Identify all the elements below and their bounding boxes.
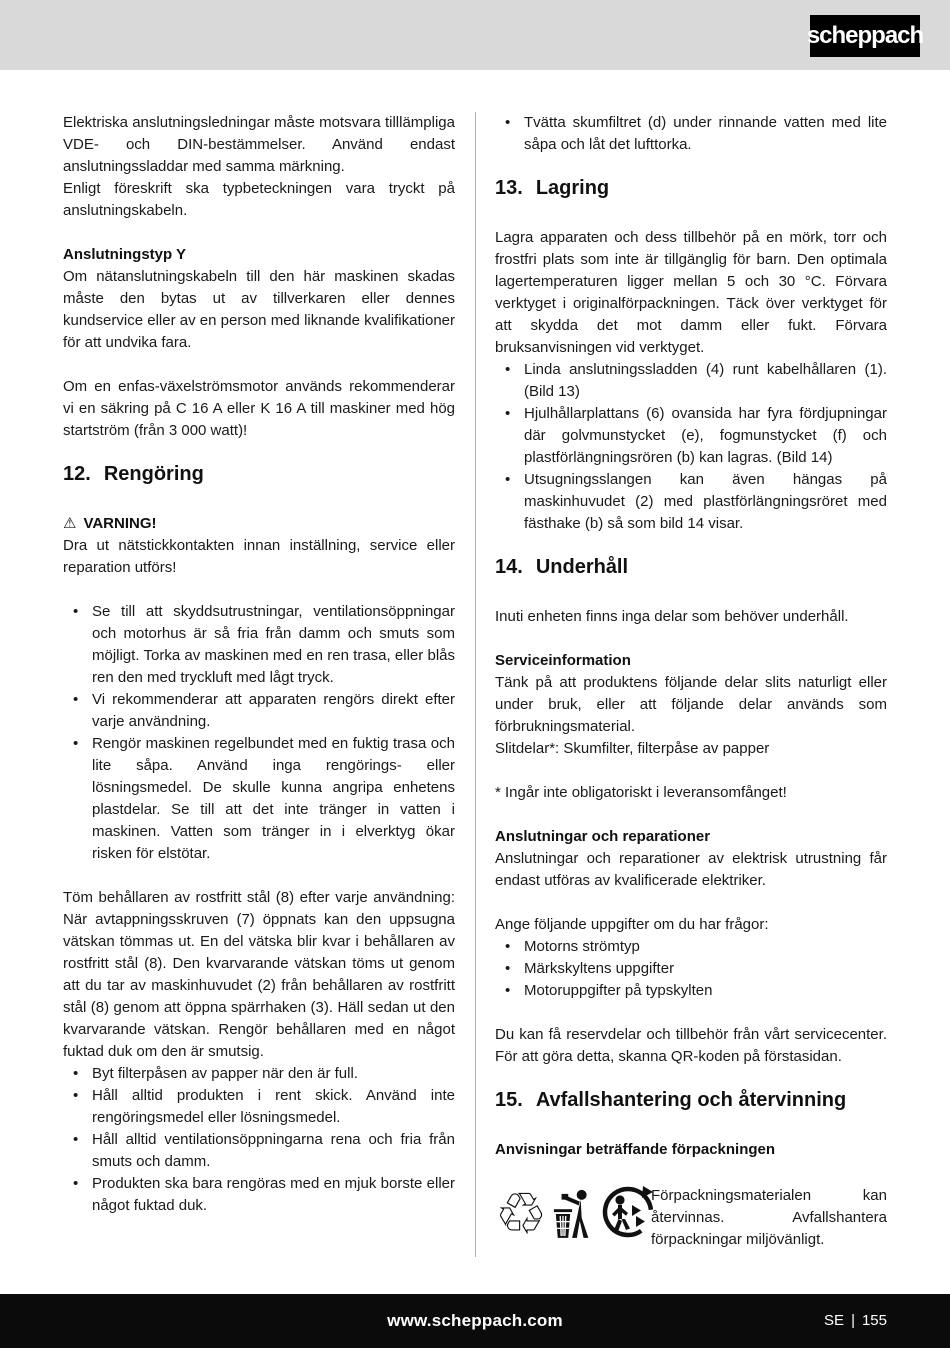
column-divider (475, 112, 476, 1257)
section-title: Rengöring (103, 463, 204, 485)
recycling-symbol-icon: ♲ (495, 1180, 547, 1248)
bullet-item: • Märkskyltens uppgifter (495, 958, 887, 980)
bullet-item: • Håll alltid ventilationsöppningarna rena och fria från smuts och damm. (63, 1129, 455, 1173)
page-header (0, 0, 950, 70)
footer-page-no: 155 (861, 1312, 887, 1329)
paragraph: Du kan få reservdelar och tillbehör från vårt servicecenter. För att göra detta, skanna QR-koden på förstasidan. (495, 1026, 887, 1065)
footer-page-number (824, 1294, 887, 1348)
bullet-list (63, 1063, 455, 1217)
footer-country-code: SE (824, 1312, 845, 1329)
section-heading (495, 1088, 887, 1113)
section-title: Underhåll (535, 556, 629, 578)
sub-heading: Anslutningar och reparationer (495, 828, 711, 845)
triman-icon (601, 1185, 655, 1239)
section-heading (63, 462, 455, 487)
bullet-item: • Utsugningsslangen kan även hängas på maskinhuvudet (2) med plastförlängningsröret med fästhake (b) så som bild 14 visar. (495, 469, 887, 535)
bullet-item: • Vi rekommenderar att apparaten rengörs direkt efter varje användning. (63, 689, 455, 733)
sub-heading: ⚠ VARNING! (63, 515, 157, 532)
paragraph: Tänk på att produktens följande delar slits naturligt eller under bruk, eller att följande delar används som förbrukningsmaterial. (495, 674, 887, 735)
footer-separator: | (851, 1312, 855, 1329)
section-number: 12. (63, 463, 91, 485)
packaging-note (495, 1180, 887, 1251)
bullet-item: • Rengör maskinen regelbundet med en fuktig trasa och lite såpa. Använd inga rengörings- eller lösningsmedel. De skulle kunna angripa enhetens plastdelar. Se till att det inte tränger in vatten i maskinen. Vatten som tränger in i elverktyg ökar risken för elstötar. (63, 733, 455, 865)
scheppach-logo (806, 15, 924, 57)
paragraph: Enligt föreskrift ska typbeteckningen vara tryckt på anslutningskabeln. (63, 180, 455, 219)
paragraph: Om nätanslutningskabeln till den här maskinen skadas måste den bytas ut av tillverkaren eller dennes kundservice eller av en person med liknande kvalifikationer för att undvika fara. (63, 268, 455, 351)
warning-triangle-icon: ⚠ (63, 515, 77, 532)
bullet-item: • Motoruppgifter på typskylten (495, 980, 887, 1002)
section-number: 15. (495, 1089, 523, 1111)
bullet-list (495, 936, 887, 1002)
scheppach-logo-text: scheppach (806, 22, 924, 49)
paragraph: * Ingår inte obligatoriskt i leveransomfånget! (495, 784, 787, 801)
bullet-item: • Tvätta skumfiltret (d) under rinnande vatten med lite såpa och låt det lufttorka. (495, 112, 887, 156)
content-area (63, 70, 887, 1294)
section-title: Lagring (535, 177, 610, 199)
section-title: Avfallshantering och återvinning (535, 1089, 847, 1111)
bullet-item: • Hjulhållarplattans (6) ovansida har fyra fördjupningar där golvmunstycket (e), fogmunstycket (f) och plastförlängningsrören (b) kan lagras. (Bild 14) (495, 403, 887, 469)
paragraph: Om en enfas-växelströmsmotor används rekommenderar vi en säkring på C 16 A eller K 16 A till maskiner med hög startström (från 3 000 watt)! (63, 378, 455, 439)
packaging-text: Förpackningsmaterialen kan återvinnas. Avfallshantera förpackningar miljövänligt. (651, 1187, 887, 1248)
paragraph: Inuti enheten finns inga delar som behöver underhåll. (495, 608, 849, 625)
bullet-list (495, 359, 887, 535)
sub-heading: Anslutningstyp Y (63, 246, 187, 263)
paragraph: Töm behållaren av rostfritt stål (8) efter varje användning: När avtappningsskruven (7) öppnats kan den uppsugna vätskan tömmas ut. En del vätska blir kvar i behållaren av rostfritt stål (8). Den kvarvarande vätskan töms ut genom att du tar av maskinhuvudet (2) från behållaren av rostfritt stål (8) genom att öppna spärrhaken (3). Häll sedan ut den kvarvarande vätskan. Rengör behållaren med en något fuktad duk om den är smutsig. (63, 889, 455, 1060)
left-column (63, 112, 455, 1294)
packaging-icons (495, 1180, 651, 1251)
footer-website: www.scheppach.com (387, 1311, 563, 1330)
bullet-item: • Motorns strömtyp (495, 936, 887, 958)
bullet-item: • Byt filterpåsen av papper när den är full. (63, 1063, 455, 1085)
tidyman-icon (552, 1185, 596, 1243)
bullet-item: • Se till att skyddsutrustningar, ventilationsöppningar och motorhus är så fria från damm och smuts som möjligt. Torka av maskinen med en ren trasa, eller blås ren den med tryckluft med lågt tryck. (63, 601, 455, 689)
bullet-item: • Produkten ska bara rengöras med en mjuk borste eller något fuktad duk. (63, 1173, 455, 1217)
section-number: 13. (495, 177, 523, 199)
right-column (495, 112, 887, 1294)
paragraph: Anslutningar och reparationer av elektrisk utrustning får endast utföras av kvalificerade elektriker. (495, 850, 887, 889)
bullet-item: • Linda anslutningssladden (4) runt kabelhållaren (1). (Bild 13) (495, 359, 887, 403)
bullet-item: • Håll alltid produkten i rent skick. Använd inte rengöringsmedel eller lösningsmedel. (63, 1085, 455, 1129)
bullet-list (495, 112, 887, 156)
paragraph: Slitdelar*: Skumfilter, filterpåse av papper (495, 740, 770, 757)
page-footer (0, 1294, 950, 1348)
paragraph: Ange följande uppgifter om du har frågor: (495, 916, 769, 933)
paragraph: Dra ut nätstickkontakten innan inställning, service eller reparation utförs! (63, 537, 455, 576)
paragraph: Lagra apparaten och dess tillbehör på en mörk, torr och frostfri plats som inte är tillgänglig för barn. Den optimala lagertemperaturen ligger mellan 5 och 30 °C. Förvara verktyget i originalförpackningen. Täck över verktyget för att skydda det mot damm eller fukt. Förvara bruksanvisningen vid verktyget. (495, 229, 887, 356)
sub-heading: Anvisningar beträffande förpackningen (495, 1141, 776, 1158)
bullet-list (63, 601, 455, 865)
section-number: 14. (495, 556, 523, 578)
sub-heading: Serviceinformation (495, 652, 631, 669)
paragraph: Elektriska anslutningsledningar måste motsvara tilllämpliga VDE- och DIN-bestämmelser. Använd endast anslutningssladdar med samma märkning. (63, 114, 455, 175)
section-heading (495, 176, 887, 201)
section-heading (495, 555, 887, 580)
